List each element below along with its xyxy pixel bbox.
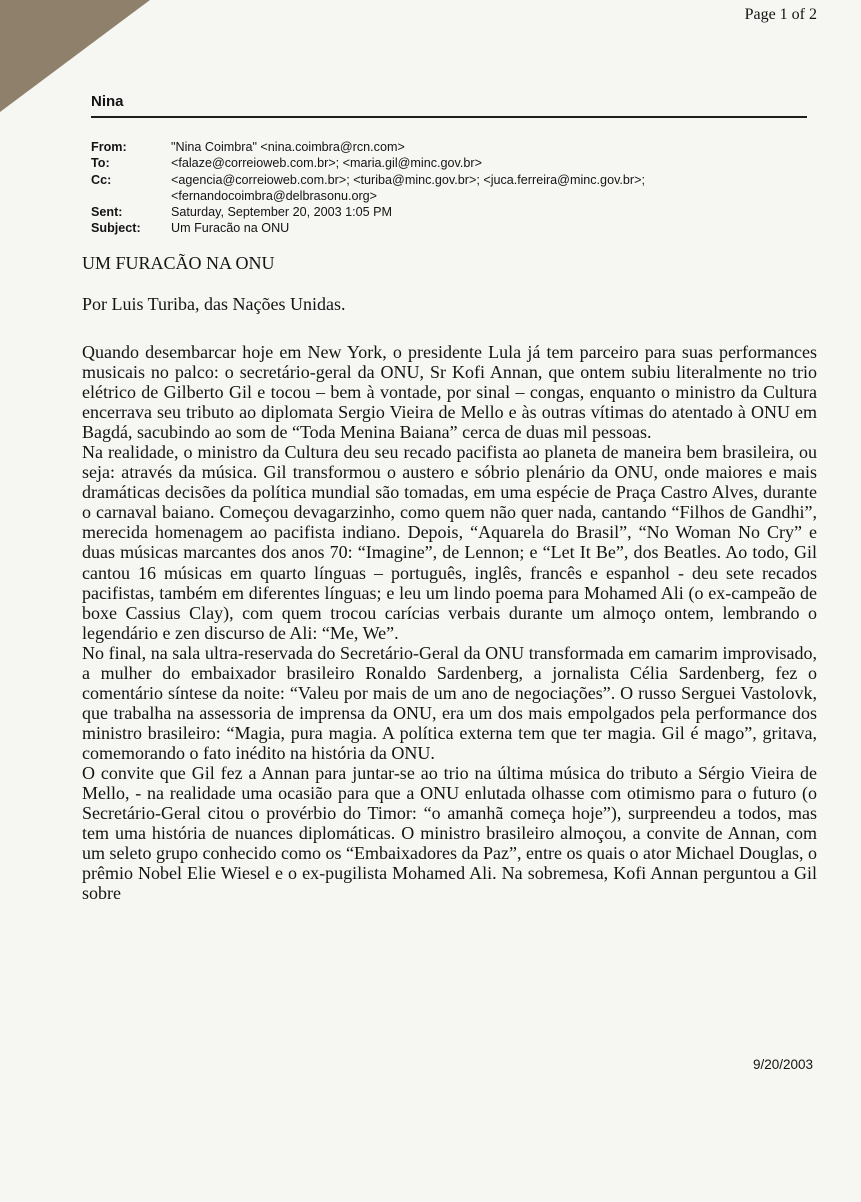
header-label: Subject:	[91, 221, 141, 236]
header-label: Cc:	[91, 172, 112, 187]
header-value: <falaze@correioweb.com.br>; <maria.gil@minc.gov.br>	[171, 156, 482, 171]
header-label: Sent:	[91, 205, 123, 220]
header-rule	[91, 116, 807, 118]
article-body	[82, 342, 817, 903]
header-value: "Nina Coimbra" <nina.coimbra@rcn.com>	[171, 140, 405, 154]
email-headers	[91, 139, 821, 237]
header-row-cc-continued	[91, 188, 821, 204]
header-row-to	[91, 155, 821, 171]
header-value: Saturday, September 20, 2003 1:05 PM	[171, 205, 392, 220]
sender-name-heading: Nina	[91, 93, 124, 110]
article-paragraph: Quando desembarcar hoje em New York, o presidente Lula já tem parceiro para suas performances musicais no palco: o secretário-geral da ONU, Sr Kofi Annan, que ontem subiu literalmente no trio elétrico de Gilberto Gil e tocou – bem à vontade, por sinal – congas, enquanto o ministro da Cultura encerrava seu tributo ao diplomata Sergio Vieira de Mello e às outras vítimas do atentado à ONU em Bagdá, sacubindo ao som de “Toda Menina Baiana” cerca de duas mil pessoas.	[82, 342, 817, 443]
header-row-from	[91, 139, 821, 155]
article-paragraph: O convite que Gil fez a Annan para juntar-se ao trio na última música do tributo a Sérgio Vieira de Mello, - na realidade uma ocasião para que a ONU enlutada olhasse com otimismo para o futuro (o Secretário-Geral citou o provérbio do Timor: “o amanhã começa hoje”), surpreendeu a todos, mas tem uma história de nuances diplomáticas. O ministro brasileiro almoçou, a convite de Annan, com um seleto grupo conhecido como os “Embaixadores da Paz”, entre os quais o ator Michael Douglas, o prêmio Nobel Elie Wiesel e o ex-pugilista Mohamed Ali. Na sobremesa, Kofi Annan perguntou a Gil sobre	[82, 762, 817, 904]
header-row-subject	[91, 220, 821, 236]
header-label: From:	[91, 140, 127, 154]
article-paragraph: No final, na sala ultra-reservada do Secretário-Geral da ONU transformada em camarim improvisado, a mulher do embaixador brasileiro Ronaldo Sardenberg, a jornalista Célia Sardenberg, fez o comentário síntese da noite: “Valeu por mais de um ano de negociações”. O russo Serguei Vastolovk, que trabalha na assessoria de imprensa da ONU, era um dos mais empolgados pela performance dos ministro brasileiro: “Magia, pura magia. A política externa tem que ter magia. Gil é mago”, gritava, comemorando o fato inédito na história da ONU.	[82, 642, 817, 763]
header-row-cc	[91, 172, 821, 188]
folded-corner-shadow	[0, 0, 150, 112]
footer-date: 9/20/2003	[752, 1057, 813, 1072]
header-row-sent	[91, 204, 821, 220]
header-label: To:	[91, 156, 110, 171]
header-value: Um Furacão na ONU	[171, 221, 290, 236]
header-label	[91, 188, 171, 204]
article-title: UM FURACÃO NA ONU	[82, 253, 275, 273]
header-value: <agencia@correioweb.com.br>; <turiba@minc.gov.br>; <juca.ferreira@minc.gov.br>;	[171, 172, 645, 187]
header-value: <fernandocoimbra@delbrasonu.org>	[171, 188, 378, 203]
article-paragraph: Na realidade, o ministro da Cultura deu seu recado pacifista ao planeta de maneira bem brasileira, ou seja: através da música. Gil transformou o austero e sóbrio plenário da ONU, onde maiores e mais dramáticas decisões da política mundial são tomadas, em uma espécie de Praça Castro Alves, durante o carnaval baiano. Começou devagarzinho, como quem não quer nada, cantando “Filhos de Gandhi”, merecida homenagem ao pacifista indiano. Depois, “Aquarela do Brasil”, “No Woman No Cry” e duas músicas marcantes dos anos 70: “Imagine”, de Lennon; e “Let It Be”, dos Beatles. Ao todo, Gil cantou 16 músicas em quarto línguas – português, inglês, francês e espanhol - deu sete recados pacifistas, também em diferentes línguas; e leu um lindo poema para Mohamed Ali (o ex-campeão de boxe Cassius Clay), com quem trocou carícias verbais durante um almoço ontem, lembrando o legendário e zen discurso de Ali: “Me, We”.	[82, 442, 817, 643]
page-number: Page 1 of 2	[744, 6, 817, 23]
article-byline: Por Luis Turiba, das Nações Unidas.	[82, 294, 346, 314]
